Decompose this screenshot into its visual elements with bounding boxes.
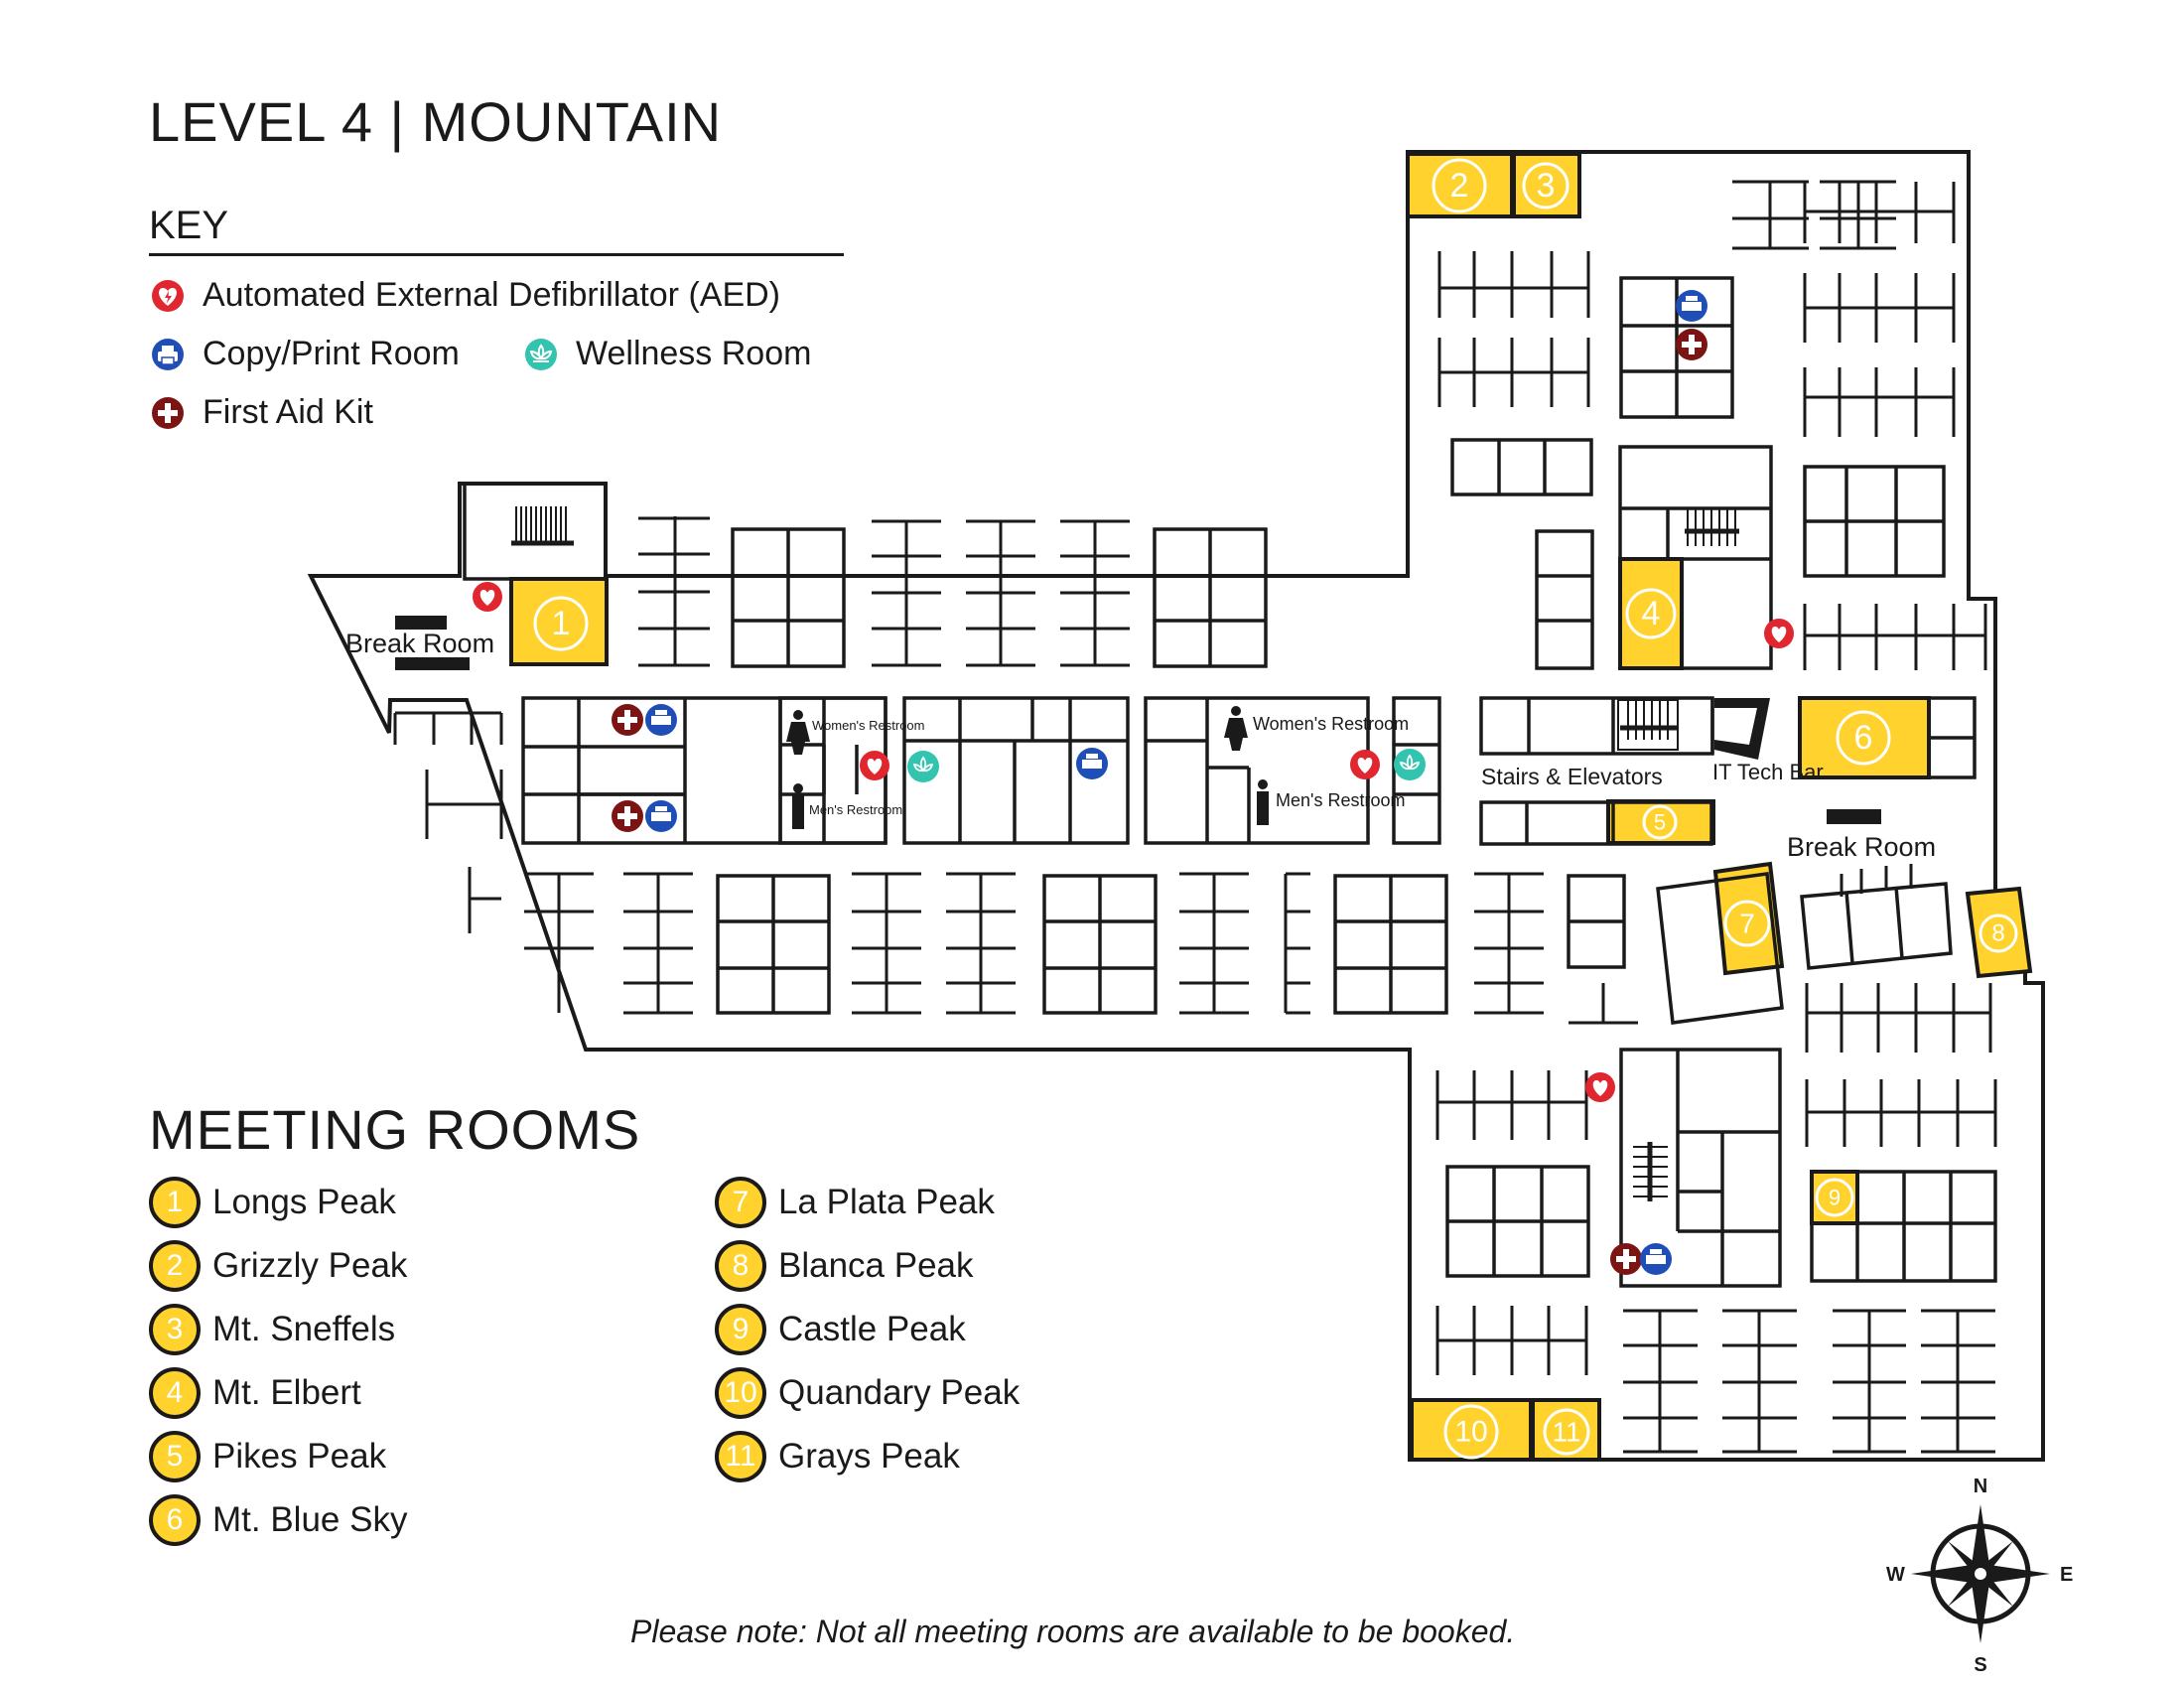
meeting-rooms-heading: MEETING ROOMS [149,1098,641,1161]
mens-restroom-2-label: Men's Restroom [1276,790,1406,810]
womens-restroom-1-label: Women's Restroom [812,718,925,733]
room-badge: 4 [149,1367,201,1419]
meeting-room-item [149,1431,386,1482]
room-3-number: 3 [1536,167,1556,205]
room-name: Mt. Sneffels [212,1310,396,1348]
room-badge: 1 [149,1177,201,1228]
compass-rose [1886,1476,2073,1676]
break-room-west-counter-top [395,616,447,630]
room-badge: 6 [149,1494,201,1546]
meeting-room-item [715,1240,974,1292]
booking-note: Please note: Not all meeting rooms are available to be booked. [630,1614,1516,1649]
key-label-print: Copy/Print Room [203,335,460,372]
room-name: Grizzly Peak [212,1246,408,1285]
room-5-number: 5 [1653,809,1667,835]
aed-icon [1350,750,1380,779]
room-name: Mt. Blue Sky [212,1500,408,1539]
key-label-aed: Automated External Defibrillator (AED) [203,276,781,314]
compass-n: N [1973,1476,1988,1497]
meeting-room-item [715,1367,1020,1419]
printer-icon [1676,290,1707,322]
room-name: Grays Peak [778,1437,960,1476]
room-badge: 3 [149,1304,201,1355]
break-room-east-counter [1827,809,1881,824]
page-title: LEVEL 4 | MOUNTAIN [149,90,723,153]
printer-icon [1076,748,1108,779]
meeting-room-item [149,1240,407,1292]
womens-restroom-2-label: Women's Restroom [1253,714,1410,734]
break-room-west-counter-bottom [395,657,470,670]
key-label-first-aid: First Aid Kit [203,393,373,431]
room-4-number: 4 [1641,595,1661,633]
first-aid-icon [612,704,643,736]
room-badge: 7 [715,1177,766,1228]
room-badge: 8 [715,1240,766,1292]
key-heading: KEY [149,204,229,247]
meeting-room-item [149,1304,395,1355]
room-8-number: 8 [1991,919,2005,947]
wellness-icon [1394,749,1426,780]
first-aid-icon [1610,1243,1642,1275]
room-11-number: 11 [1552,1416,1581,1448]
room-badge: 5 [149,1431,201,1482]
aed-icon [1585,1072,1615,1102]
room-10-number: 10 [1454,1415,1488,1449]
wellness-icon [907,751,939,782]
room-name: La Plata Peak [778,1183,995,1221]
printer-icon [1640,1243,1672,1275]
aed-icon [1764,619,1794,648]
room-6-number: 6 [1853,719,1873,757]
room-name: Blanca Peak [778,1246,974,1285]
printer-icon [645,800,677,832]
room-badge: 11 [715,1431,766,1482]
meeting-room-item [715,1431,960,1482]
meeting-room-item [715,1304,966,1355]
compass-w: W [1886,1564,1905,1586]
room-2-number: 2 [1449,167,1469,205]
first-aid-icon [612,800,643,832]
room-7-number: 7 [1739,908,1755,939]
it-tech-bar-label: IT Tech Bar [1712,760,1824,784]
room-name: Quandary Peak [778,1373,1021,1412]
room-name: Longs Peak [212,1183,396,1221]
meeting-room-item [715,1177,995,1228]
meeting-room-item [149,1367,361,1419]
meeting-room-item [149,1177,396,1228]
printer-icon [645,704,677,736]
break-room-west-label: Break Room [345,629,495,658]
room-badge: 2 [149,1240,201,1292]
meeting-room-item [149,1494,407,1546]
stairs-elevators-label: Stairs & Elevators [1481,764,1663,789]
it-tech-bar-counter [1714,698,1770,760]
key-label-wellness: Wellness Room [576,335,812,372]
break-room-east-label: Break Room [1787,832,1937,862]
mens-restroom-1-label: Men's Restroom [809,802,903,817]
room-1-number: 1 [551,605,571,642]
room-badge: 10 [715,1367,766,1419]
compass-e: E [2060,1564,2074,1586]
aed-icon [473,582,502,612]
room-name: Pikes Peak [212,1437,387,1476]
aed-icon [860,751,889,780]
room-name: Mt. Elbert [212,1373,361,1412]
room-name: Castle Peak [778,1310,966,1348]
compass-s: S [1974,1654,1987,1676]
room-badge: 9 [715,1304,766,1355]
building-outline [311,152,2043,1460]
first-aid-icon [1676,329,1707,360]
room-9-number: 9 [1828,1185,1842,1210]
